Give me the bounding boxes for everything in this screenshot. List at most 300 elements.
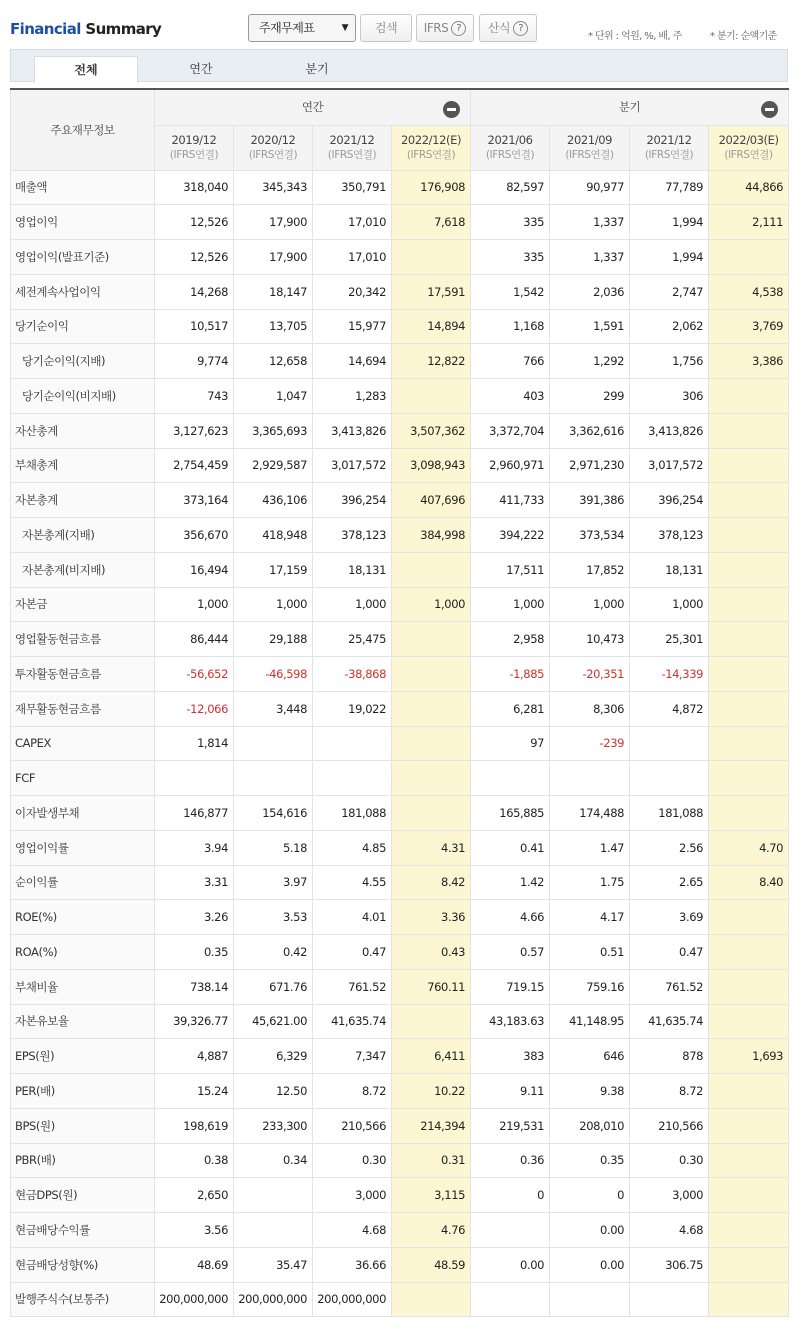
table-cell: 4.55 xyxy=(313,865,392,900)
table-cell: 45,621.00 xyxy=(234,1004,313,1039)
table-cell: 1,693 xyxy=(709,1039,789,1074)
table-cell xyxy=(709,552,789,587)
column-basis: (IFRS연결) xyxy=(406,148,456,161)
table-cell: 17,010 xyxy=(313,240,392,275)
table-cell: 306 xyxy=(630,379,709,414)
column-period: 2020/12 xyxy=(250,132,296,147)
table-cell xyxy=(392,1282,471,1317)
table-cell: 5.18 xyxy=(234,830,313,865)
table-cell: 0 xyxy=(550,1178,630,1213)
table-cell xyxy=(709,413,789,448)
table-cell: 165,885 xyxy=(471,796,550,831)
column-header xyxy=(471,125,550,170)
table-row xyxy=(11,240,789,275)
row-label: 당기순이익(비지배) xyxy=(11,379,155,414)
table-cell xyxy=(709,240,789,275)
table-cell: 2,971,230 xyxy=(550,448,630,483)
table-cell: 299 xyxy=(550,379,630,414)
table-cell: 15,977 xyxy=(313,309,392,344)
table-cell: 4.70 xyxy=(709,830,789,865)
toolbar xyxy=(0,0,800,48)
column-basis: (IFRS연결) xyxy=(485,148,535,161)
quarter-group-header xyxy=(471,89,789,125)
table-cell: 4.66 xyxy=(471,900,550,935)
table-cell: 210,566 xyxy=(313,1108,392,1143)
row-label[interactable]: 부채비율 xyxy=(11,969,155,1004)
table-row xyxy=(11,483,789,518)
search-button[interactable] xyxy=(360,14,412,42)
title-financial: Financial xyxy=(10,20,81,38)
table-cell: 90,977 xyxy=(550,170,630,205)
row-label[interactable]: 자본금 xyxy=(11,587,155,622)
table-cell: 2,929,587 xyxy=(234,448,313,483)
table-cell: 17,852 xyxy=(550,552,630,587)
row-label[interactable]: 영업활동현금흐름 xyxy=(11,622,155,657)
table-cell xyxy=(234,761,313,796)
table-row xyxy=(11,552,789,587)
column-period: 2022/03(E) xyxy=(718,132,779,147)
table-cell xyxy=(709,483,789,518)
table-cell: 1,168 xyxy=(471,309,550,344)
row-label[interactable]: BPS(원) xyxy=(11,1108,155,1143)
row-label[interactable]: 자본유보율 xyxy=(11,1004,155,1039)
column-header xyxy=(709,125,789,170)
table-cell xyxy=(709,1074,789,1109)
row-label[interactable]: 현금배당성향(%) xyxy=(11,1247,155,1282)
table-cell: 3.36 xyxy=(392,900,471,935)
table-cell: 17,900 xyxy=(234,205,313,240)
ifrs-help-button[interactable] xyxy=(416,14,474,42)
table-cell: 0.41 xyxy=(471,830,550,865)
table-cell: -56,652 xyxy=(155,657,234,692)
table-cell: 18,131 xyxy=(630,552,709,587)
column-period: 2019/12 xyxy=(171,132,217,147)
table-cell: 3,507,362 xyxy=(392,413,471,448)
column-basis: (IFRS연결) xyxy=(327,148,377,161)
table-cell: 0.31 xyxy=(392,1143,471,1178)
table-cell xyxy=(471,761,550,796)
column-basis: (IFRS연결) xyxy=(565,148,614,161)
search-button-label: 검색 xyxy=(374,21,398,35)
column-period: 2021/12 xyxy=(329,132,375,147)
table-cell: 335 xyxy=(471,240,550,275)
table-row xyxy=(11,1282,789,1317)
table-row xyxy=(11,796,789,831)
table-cell: 18,131 xyxy=(313,552,392,587)
table-cell: 373,164 xyxy=(155,483,234,518)
table-cell xyxy=(709,587,789,622)
table-cell: 3,098,943 xyxy=(392,448,471,483)
table-cell: 214,394 xyxy=(392,1108,471,1143)
table-cell: 41,635.74 xyxy=(313,1004,392,1039)
table-cell: 4.68 xyxy=(313,1213,392,1248)
table-cell: 391,386 xyxy=(550,483,630,518)
statement-type-select[interactable] xyxy=(248,14,356,42)
table-cell: 17,010 xyxy=(313,205,392,240)
period-tabs xyxy=(10,49,788,82)
table-cell: 3,448 xyxy=(234,691,313,726)
table-cell: 3,115 xyxy=(392,1178,471,1213)
table-cell: 1,283 xyxy=(313,379,392,414)
row-label[interactable]: 발행주식수(보통주) xyxy=(11,1282,155,1317)
table-cell: -12,066 xyxy=(155,691,234,726)
table-cell: 3.56 xyxy=(155,1213,234,1248)
table-row xyxy=(11,205,789,240)
table-cell xyxy=(709,1178,789,1213)
table-row xyxy=(11,170,789,205)
table-cell: 318,040 xyxy=(155,170,234,205)
row-label[interactable]: 영업이익률 xyxy=(11,830,155,865)
table-cell: 0.36 xyxy=(471,1143,550,1178)
table-cell: 7,347 xyxy=(313,1039,392,1074)
column-basis: (IFRS연결) xyxy=(248,148,298,161)
table-cell xyxy=(709,1143,789,1178)
table-cell: 760.11 xyxy=(392,969,471,1004)
table-cell: -1,885 xyxy=(471,657,550,692)
table-cell: 4.31 xyxy=(392,830,471,865)
table-cell: 4.01 xyxy=(313,900,392,935)
table-row xyxy=(11,761,789,796)
ifrs-button-label: IFRS xyxy=(423,21,449,35)
table-cell: 396,254 xyxy=(313,483,392,518)
table-row xyxy=(11,726,789,761)
table-cell xyxy=(709,518,789,553)
table-cell: 12,658 xyxy=(234,344,313,379)
table-cell: 1,994 xyxy=(630,205,709,240)
column-header xyxy=(313,125,392,170)
table-cell xyxy=(709,1247,789,1282)
table-cell xyxy=(313,726,392,761)
table-cell: 4,872 xyxy=(630,691,709,726)
row-label[interactable]: 당기순이익 xyxy=(11,309,155,344)
table-cell: 0.00 xyxy=(471,1247,550,1282)
row-label[interactable]: 영업이익(발표기준) xyxy=(11,240,155,275)
table-cell xyxy=(234,1213,313,1248)
column-header xyxy=(630,125,709,170)
tab-quarterly[interactable]: 분기 xyxy=(305,62,329,76)
table-cell: 2,650 xyxy=(155,1178,234,1213)
table-cell: 0.47 xyxy=(630,935,709,970)
table-cell: 25,301 xyxy=(630,622,709,657)
table-cell xyxy=(709,935,789,970)
quarter-basis-note: * 분기: 순액기준 xyxy=(710,31,777,42)
row-label[interactable]: 투자활동현금흐름 xyxy=(11,657,155,692)
table-cell xyxy=(709,796,789,831)
table-cell xyxy=(392,379,471,414)
table-cell xyxy=(709,969,789,1004)
table-cell: 1,000 xyxy=(392,587,471,622)
table-cell: 82,597 xyxy=(471,170,550,205)
table-cell: 3,017,572 xyxy=(313,448,392,483)
table-cell xyxy=(630,726,709,761)
table-cell: 146,877 xyxy=(155,796,234,831)
table-cell: 18,147 xyxy=(234,274,313,309)
table-cell: 0.35 xyxy=(550,1143,630,1178)
table-cell: 10,473 xyxy=(550,622,630,657)
table-row xyxy=(11,1074,789,1109)
table-cell: 2,111 xyxy=(709,205,789,240)
table-cell: 14,894 xyxy=(392,309,471,344)
table-cell: 48.69 xyxy=(155,1247,234,1282)
table-cell: 200,000,000 xyxy=(155,1282,234,1317)
table-cell: 3,365,693 xyxy=(234,413,313,448)
table-cell: 2,062 xyxy=(630,309,709,344)
table-cell: 0.00 xyxy=(550,1213,630,1248)
table-cell: 8.42 xyxy=(392,865,471,900)
table-cell xyxy=(550,1282,630,1317)
annual-group-label: 연간 xyxy=(301,100,324,115)
table-row xyxy=(11,448,789,483)
table-cell: 176,908 xyxy=(392,170,471,205)
table-cell: -20,351 xyxy=(550,657,630,692)
table-cell: 2.65 xyxy=(630,865,709,900)
table-cell: 4.85 xyxy=(313,830,392,865)
table-cell: 0.00 xyxy=(550,1247,630,1282)
table-cell xyxy=(630,761,709,796)
table-cell: 3.26 xyxy=(155,900,234,935)
table-cell: 345,343 xyxy=(234,170,313,205)
table-cell: 12,822 xyxy=(392,344,471,379)
table-cell: 10.22 xyxy=(392,1074,471,1109)
table-cell: 16,494 xyxy=(155,552,234,587)
row-label[interactable]: ROA(%) xyxy=(11,935,155,970)
table-cell: 4.17 xyxy=(550,900,630,935)
table-cell: 19,022 xyxy=(313,691,392,726)
table-cell xyxy=(392,691,471,726)
column-header xyxy=(155,125,234,170)
table-cell: 378,123 xyxy=(313,518,392,553)
table-row xyxy=(11,274,789,309)
table-cell: 44,866 xyxy=(709,170,789,205)
table-cell: 14,694 xyxy=(313,344,392,379)
table-cell: 210,566 xyxy=(630,1108,709,1143)
table-cell: 3.31 xyxy=(155,865,234,900)
table-cell xyxy=(392,796,471,831)
financial-summary-table xyxy=(10,88,789,1317)
table-cell: 6,329 xyxy=(234,1039,313,1074)
column-basis: (IFRS연결) xyxy=(169,148,219,161)
table-cell: 0.30 xyxy=(313,1143,392,1178)
column-period: 2022/12(E) xyxy=(401,132,462,147)
table-cell: 436,106 xyxy=(234,483,313,518)
row-label[interactable]: 영업이익 xyxy=(11,205,155,240)
table-row xyxy=(11,309,789,344)
column-basis: (IFRS연결) xyxy=(724,148,773,161)
row-label[interactable]: EPS(원) xyxy=(11,1039,155,1074)
table-cell: 2.56 xyxy=(630,830,709,865)
row-label[interactable]: ROE(%) xyxy=(11,900,155,935)
tab-all[interactable]: 전체 xyxy=(34,56,138,83)
table-row xyxy=(11,865,789,900)
table-cell: 20,342 xyxy=(313,274,392,309)
table-cell: 200,000,000 xyxy=(313,1282,392,1317)
table-cell: 1.47 xyxy=(550,830,630,865)
table-cell: 43,183.63 xyxy=(471,1004,550,1039)
table-row xyxy=(11,518,789,553)
table-cell: 1,337 xyxy=(550,240,630,275)
table-cell: 761.52 xyxy=(630,969,709,1004)
table-cell: 1,337 xyxy=(550,205,630,240)
row-label[interactable]: 순이익률 xyxy=(11,865,155,900)
corner-header: 주요재무정보 xyxy=(11,89,155,170)
table-cell: 1,000 xyxy=(234,587,313,622)
row-label[interactable]: 현금배당수익률 xyxy=(11,1213,155,1248)
table-cell: 1,047 xyxy=(234,379,313,414)
row-label[interactable]: 매출액 xyxy=(11,170,155,205)
table-cell: 671.76 xyxy=(234,969,313,1004)
table-cell: 4,538 xyxy=(709,274,789,309)
collapse-icon[interactable] xyxy=(761,101,778,118)
table-cell: 761.52 xyxy=(313,969,392,1004)
table-cell xyxy=(471,1282,550,1317)
help-icon: ? xyxy=(513,21,528,36)
table-cell: 350,791 xyxy=(313,170,392,205)
table-cell: 77,789 xyxy=(630,170,709,205)
table-cell: 3,017,572 xyxy=(630,448,709,483)
row-label[interactable]: CAPEX xyxy=(11,726,155,761)
table-cell: 1,000 xyxy=(550,587,630,622)
table-cell: 29,188 xyxy=(234,622,313,657)
table-cell: 97 xyxy=(471,726,550,761)
table-cell: 384,998 xyxy=(392,518,471,553)
table-cell: 306.75 xyxy=(630,1247,709,1282)
table-cell: 4,887 xyxy=(155,1039,234,1074)
page-title xyxy=(10,20,161,38)
table-cell: 3,769 xyxy=(709,309,789,344)
table-cell: 373,534 xyxy=(550,518,630,553)
row-label[interactable]: PER(배) xyxy=(11,1074,155,1109)
table-cell: 335 xyxy=(471,205,550,240)
table-row xyxy=(11,622,789,657)
row-label[interactable]: 현금DPS(원) xyxy=(11,1178,155,1213)
table-row xyxy=(11,935,789,970)
table-cell: 3,362,616 xyxy=(550,413,630,448)
table-cell: 759.16 xyxy=(550,969,630,1004)
table-cell: 2,036 xyxy=(550,274,630,309)
table-cell: 8.72 xyxy=(313,1074,392,1109)
table-cell: 378,123 xyxy=(630,518,709,553)
table-cell: 0.42 xyxy=(234,935,313,970)
table-cell: 8.40 xyxy=(709,865,789,900)
table-cell: 9,774 xyxy=(155,344,234,379)
column-period: 2021/12 xyxy=(646,132,692,147)
table-cell: 646 xyxy=(550,1039,630,1074)
table-cell: 3,372,704 xyxy=(471,413,550,448)
table-cell: 1,542 xyxy=(471,274,550,309)
row-label[interactable]: 세전계속사업이익 xyxy=(11,274,155,309)
row-label: 자본총계(지배) xyxy=(11,518,155,553)
table-cell: 3.53 xyxy=(234,900,313,935)
row-label[interactable]: PBR(배) xyxy=(11,1143,155,1178)
table-cell: 3,000 xyxy=(630,1178,709,1213)
table-cell: 4.76 xyxy=(392,1213,471,1248)
table-row xyxy=(11,1108,789,1143)
column-period: 2021/09 xyxy=(567,132,613,147)
table-cell xyxy=(550,761,630,796)
unit-note: * 단위 : 억원, %, 배, 주 xyxy=(588,31,682,42)
table-cell: 1,000 xyxy=(471,587,550,622)
table-cell: -46,598 xyxy=(234,657,313,692)
collapse-icon[interactable] xyxy=(443,101,460,118)
table-cell: 10,517 xyxy=(155,309,234,344)
table-cell: 1.42 xyxy=(471,865,550,900)
table-cell: 0.34 xyxy=(234,1143,313,1178)
table-row xyxy=(11,900,789,935)
table-cell xyxy=(392,622,471,657)
table-cell: 356,670 xyxy=(155,518,234,553)
table-cell xyxy=(234,1178,313,1213)
table-cell: 418,948 xyxy=(234,518,313,553)
row-label[interactable]: 자본총계 xyxy=(11,483,155,518)
tab-annual[interactable]: 연간 xyxy=(189,62,213,76)
table-cell: 3.97 xyxy=(234,865,313,900)
table-cell: 3,413,826 xyxy=(313,413,392,448)
table-cell: 9.38 xyxy=(550,1074,630,1109)
table-cell: 407,696 xyxy=(392,483,471,518)
table-cell: 208,010 xyxy=(550,1108,630,1143)
table-cell xyxy=(709,379,789,414)
row-label[interactable]: FCF xyxy=(11,761,155,796)
table-row xyxy=(11,657,789,692)
table-cell: 200,000,000 xyxy=(234,1282,313,1317)
formula-help-button[interactable] xyxy=(479,14,537,42)
table-cell: 383 xyxy=(471,1039,550,1074)
table-cell: 181,088 xyxy=(313,796,392,831)
table-cell: 3,000 xyxy=(313,1178,392,1213)
column-header xyxy=(550,125,630,170)
table-cell: 0.38 xyxy=(155,1143,234,1178)
table-cell: 1,000 xyxy=(155,587,234,622)
table-cell xyxy=(709,900,789,935)
table-row xyxy=(11,1213,789,1248)
column-period: 2021/06 xyxy=(487,132,533,147)
table-cell: 8,306 xyxy=(550,691,630,726)
table-row xyxy=(11,1039,789,1074)
title-summary: Summary xyxy=(85,20,162,38)
row-label[interactable]: 재무활동현금흐름 xyxy=(11,691,155,726)
row-label[interactable]: 이자발생부채 xyxy=(11,796,155,831)
table-cell: 3,386 xyxy=(709,344,789,379)
row-label[interactable]: 자산총계 xyxy=(11,413,155,448)
table-row xyxy=(11,830,789,865)
table-cell xyxy=(709,1213,789,1248)
table-cell: 7,618 xyxy=(392,205,471,240)
table-cell: 41,635.74 xyxy=(630,1004,709,1039)
table-row xyxy=(11,344,789,379)
table-cell: 1,756 xyxy=(630,344,709,379)
column-header xyxy=(392,125,471,170)
table-cell xyxy=(709,448,789,483)
table-row xyxy=(11,1247,789,1282)
annual-group-header xyxy=(155,89,471,125)
row-label[interactable]: 부채총계 xyxy=(11,448,155,483)
table-cell: 39,326.77 xyxy=(155,1004,234,1039)
row-label: 자본총계(비지배) xyxy=(11,552,155,587)
table-cell xyxy=(313,761,392,796)
table-cell: 233,300 xyxy=(234,1108,313,1143)
table-cell: 3.69 xyxy=(630,900,709,935)
table-cell: 719.15 xyxy=(471,969,550,1004)
table-cell xyxy=(392,552,471,587)
table-cell: 35.47 xyxy=(234,1247,313,1282)
table-cell xyxy=(709,726,789,761)
table-cell xyxy=(709,761,789,796)
table-cell xyxy=(709,691,789,726)
table-cell: 1,292 xyxy=(550,344,630,379)
table-cell: 6,281 xyxy=(471,691,550,726)
table-row xyxy=(11,587,789,622)
table-cell: 1,994 xyxy=(630,240,709,275)
